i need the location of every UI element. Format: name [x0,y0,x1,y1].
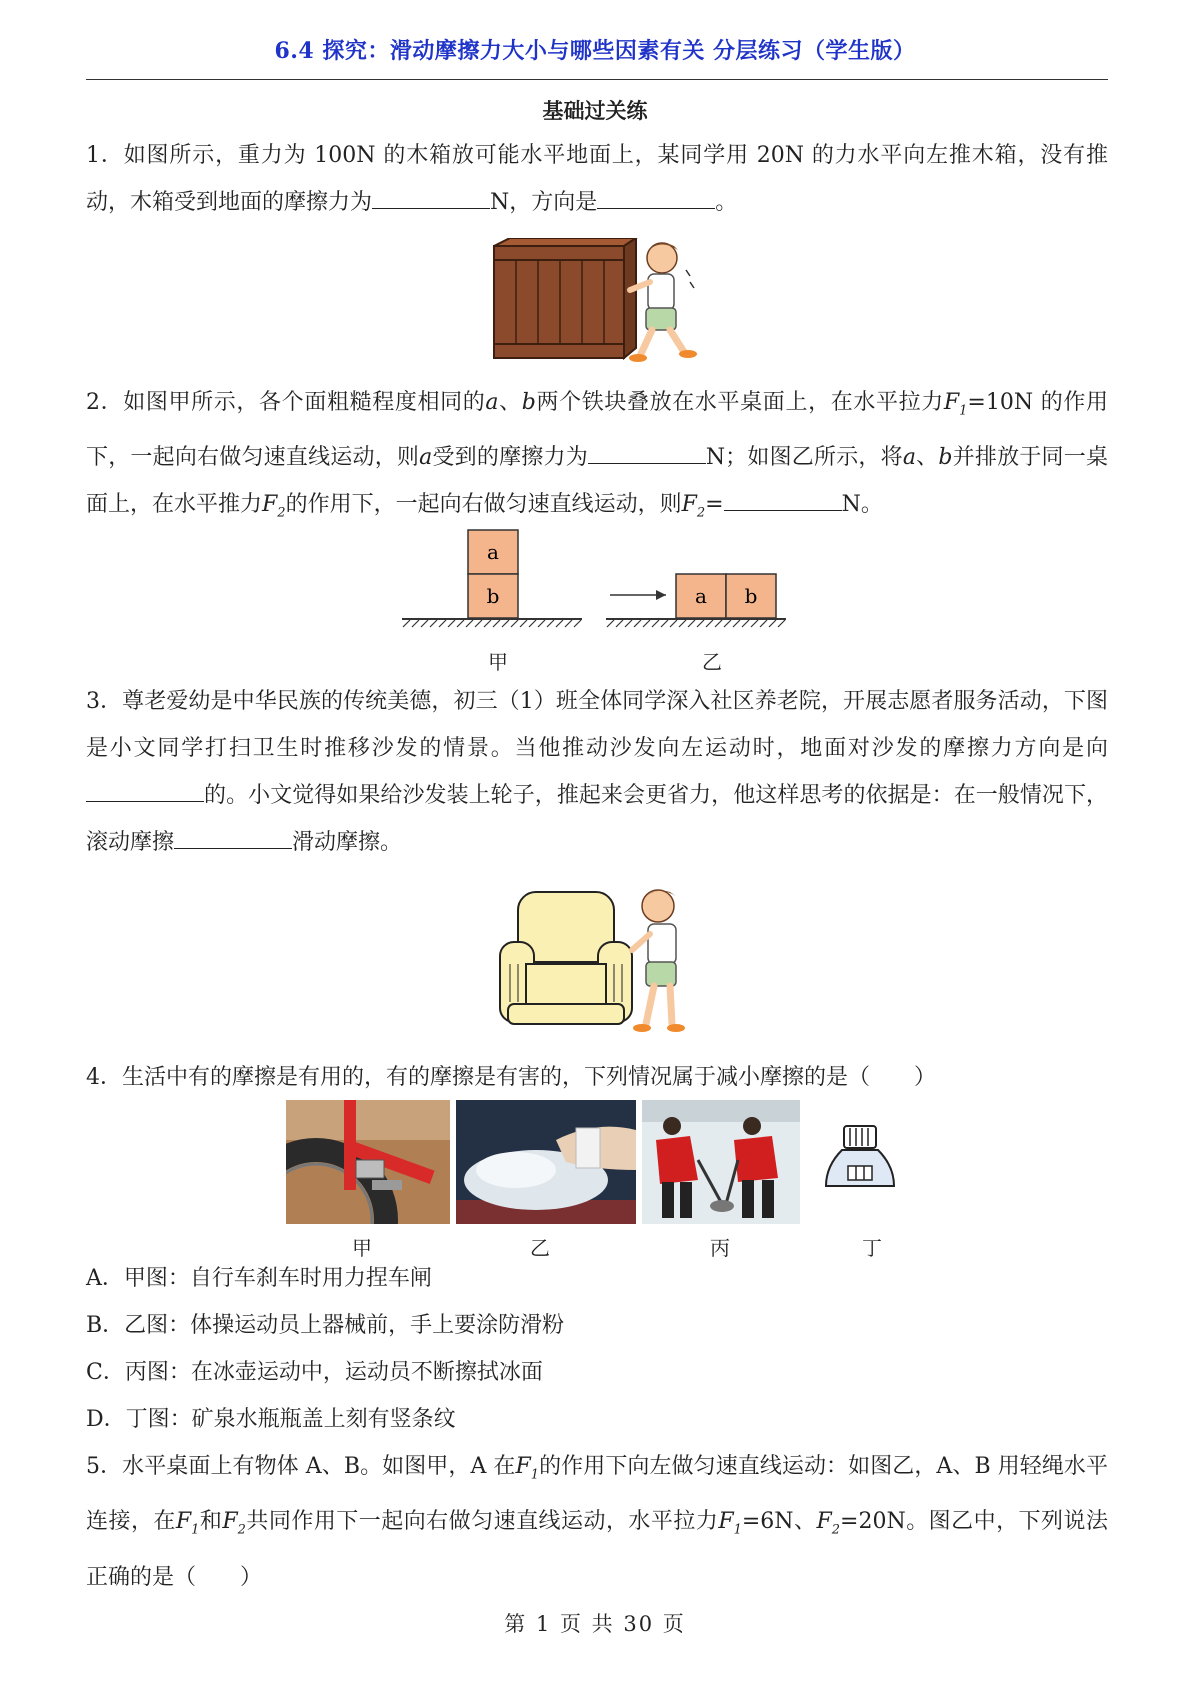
ground-hatch [661,620,668,627]
ground-hatch [742,620,749,627]
ground-hatch [466,620,473,627]
gymnast-chalk-photo [456,1100,636,1224]
ground-hatch [670,620,677,627]
answer-blank[interactable] [588,439,706,464]
caption-bing: 丙 [710,1236,730,1260]
answer-blank[interactable] [724,486,842,511]
ground-hatch [403,620,410,627]
caption-yi: 乙 [530,1236,550,1260]
ground-hatch [625,620,632,627]
sofa-push-figure [498,886,698,1036]
answer-blank[interactable] [372,184,490,209]
ground-hatch [778,620,785,627]
bike-brake-photo [286,1100,450,1224]
question-5: 5．水平桌面上有物体 A、B。如图甲，A 在$F_1$的作用下向左做匀速直线运动：如图乙，A、B 用轻绳水平连接，在$F_1$和$F_2$共同作用下一起向右做匀速直线运动，水平拉力$F_1=6N$、$F_2=20N$。图乙中，下列说法正确的是（ ） [86,1454,1108,1590]
block-b-label: b [486,584,500,608]
caption-ding: 丁 [862,1236,882,1260]
bottle-cap-figure [822,1122,898,1192]
ground-hatch [733,620,740,627]
page-title: 6.4 探究：滑动摩擦力大小与哪些因素有关 分层练习（学生版） [274,38,916,64]
ground-hatch [634,620,641,627]
crate-push-figure [490,238,700,368]
curling-photo [642,1100,800,1224]
ground-hatch [529,620,536,627]
option-d[interactable]: D．丁图：矿泉水瓶瓶盖上刻有竖条纹 [86,1407,456,1432]
ground-hatch [697,620,704,627]
blocks-figure [400,528,796,628]
ground-hatch [520,620,527,627]
ground-hatch [769,620,776,627]
ground-hatch [448,620,455,627]
figure-yi [606,574,786,627]
ground-hatch [679,620,686,627]
ground-hatch [421,620,428,627]
ground-hatch [556,620,563,627]
answer-blank[interactable] [174,824,292,849]
ground-hatch [430,620,437,627]
question-2: 2．如图甲所示，各个面粗糙程度相同的a、b两个铁块叠放在水平桌面上，在水平拉力$F_1=10N$ 的作用下，一起向右做匀速直线运动，则a受到的摩擦力为 N；如图乙所示，将a、b并排放于同一桌面上，在水平推力$F_2$的作用下，一起向右做匀速直线运动，则$F_2= N$。 [86,390,1108,521]
ground-hatch [538,620,545,627]
block-b-label: b [744,584,758,608]
question-1: 1．如图所示，重力为 100N 的木箱放可能水平地面上，某同学用 20N 的力水平向左推木箱，没有推动，木箱受到地面的摩擦力为 N，方向是 。 [86,143,1108,215]
ground-hatch [565,620,572,627]
block-a-label: a [487,540,499,564]
ground-hatch [502,620,509,627]
ground-hatch [511,620,518,627]
answer-blank[interactable] [86,777,204,802]
ground-hatch [616,620,623,627]
question-4: 4．生活中有的摩擦是有用的，有的摩擦是有害的，下列情况属于减小摩擦的是（ ） [86,1065,936,1090]
option-c[interactable]: C．丙图：在冰壶运动中，运动员不断擦拭冰面 [86,1360,543,1385]
block-a-label: a [695,584,707,608]
ground-hatch [547,620,554,627]
sofa [500,892,632,1024]
ground-hatch [760,620,767,627]
ground-hatch [457,620,464,627]
ground-hatch [574,620,581,627]
ground-hatch [493,620,500,627]
section-title: 基础过关练 [542,98,648,123]
option-b[interactable]: B．乙图：体操运动员上器械前，手上要涂防滑粉 [86,1313,565,1338]
caption-jia: 甲 [488,650,508,674]
ground-hatch [652,620,659,627]
ground-hatch [724,620,731,627]
caption-jia: 甲 [352,1236,372,1260]
ground-hatch [439,620,446,627]
ground-hatch [607,620,614,627]
option-a[interactable]: A．甲图：自行车刹车时用力捏车闸 [86,1266,432,1291]
page-footer: 第 1 页 共 30 页 [504,1612,686,1636]
ground-hatch [475,620,482,627]
caption-yi: 乙 [702,650,722,674]
answer-blank[interactable] [597,184,715,209]
ground-hatch [643,620,650,627]
figure-jia [402,530,582,627]
boy-pushing [632,890,685,1032]
ground-hatch [706,620,713,627]
boy-pushing [629,243,697,362]
question-3: 3．尊老爱幼是中华民族的传统美德，初三（1）班全体同学深入社区养老院，开展志愿者服务活动，下图是小文同学打扫卫生时推移沙发的情景。当他推动沙发向左运动时，地面对沙发的摩擦力方向是向的。小文觉得如果给沙发装上轮子，推起来会更省力，他这样思考的依据是：在一般情况下，滚动摩擦 滑动摩擦。 [86,689,1108,855]
ground-hatch [715,620,722,627]
ground-hatch [412,620,419,627]
wooden-crate [494,238,636,358]
header-rule [86,79,1108,80]
ground-hatch [688,620,695,627]
ground-hatch [751,620,758,627]
ground-hatch [484,620,491,627]
